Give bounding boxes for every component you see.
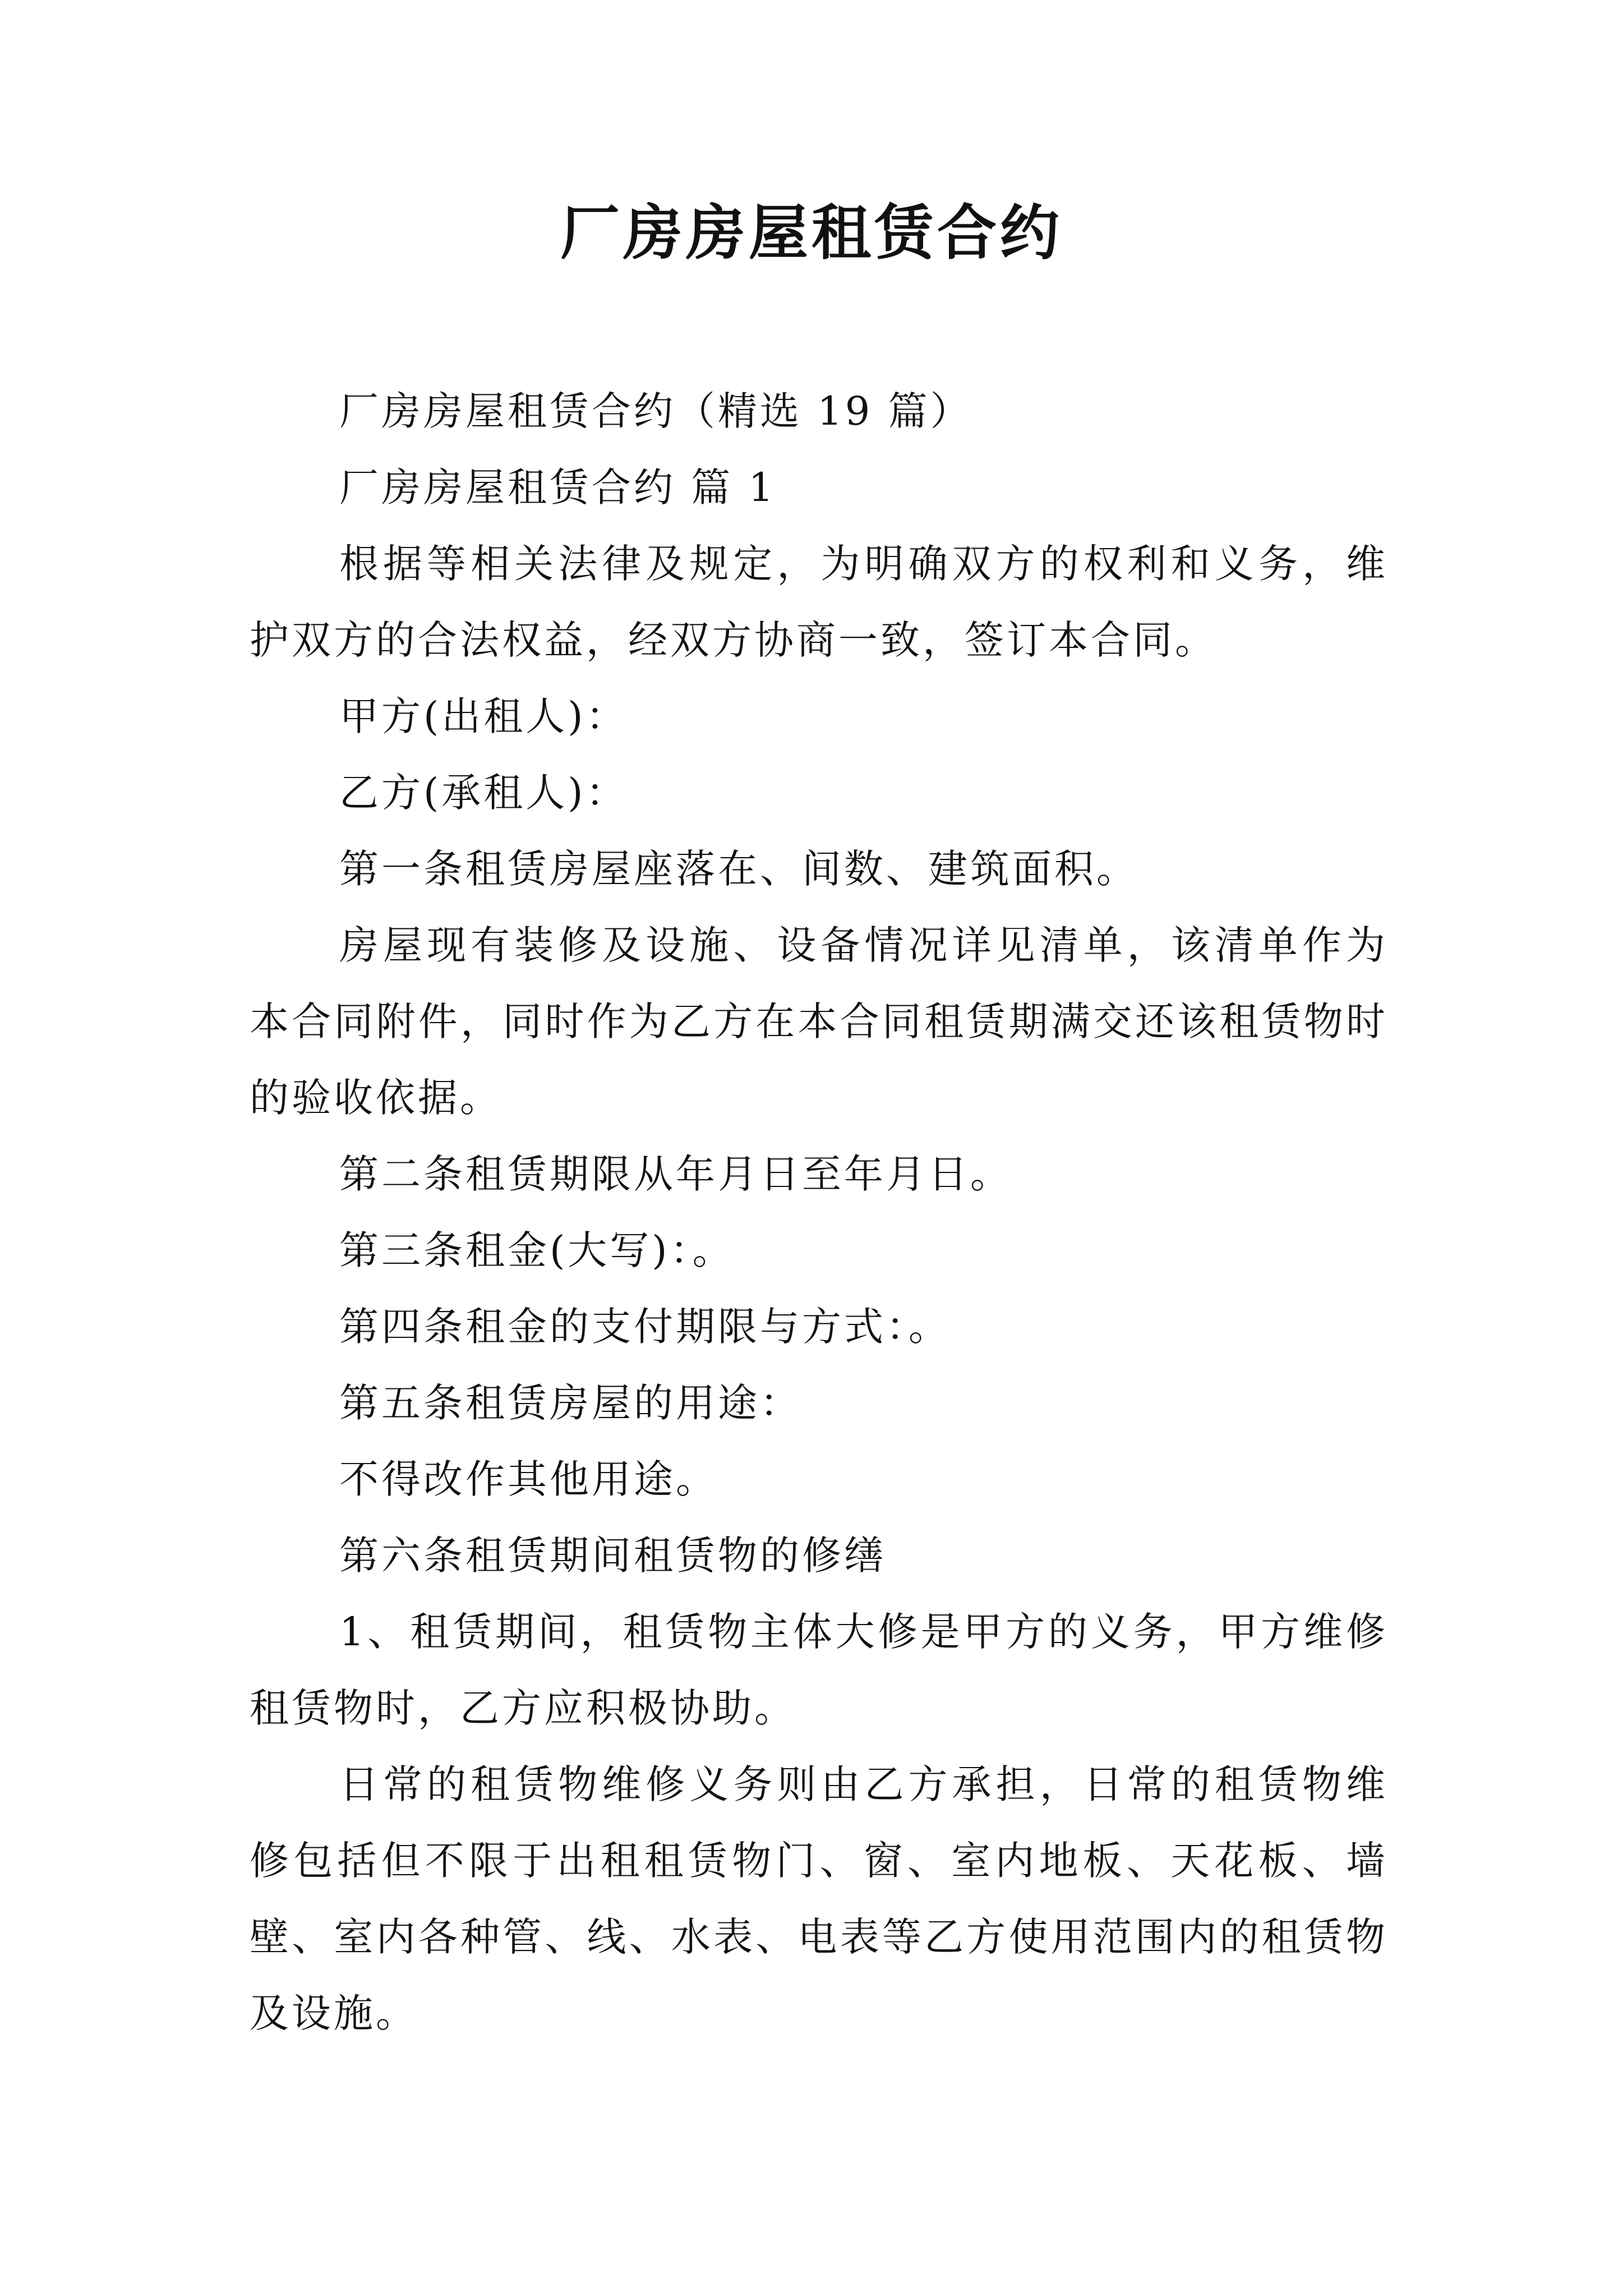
document-subtitle: 厂房房屋租赁合约（精选 19 篇） xyxy=(339,388,972,434)
clause-6: 第六条租赁期间租赁物的修缮 xyxy=(339,1533,886,1579)
clause-3: 第三条租金(大写)：。 xyxy=(339,1227,735,1273)
section-heading: 厂房房屋租赁合约 篇 1 xyxy=(339,464,777,510)
document-title: 厂房房屋租赁合约 xyxy=(560,197,1063,268)
party-a-line: 甲方(出租人)： xyxy=(339,693,628,739)
paragraph: 根据等相关法律及规定，为明确双方的权利和义务，维护双方的合法权益，经双方协商一致，签订本合同。 xyxy=(250,541,1388,663)
paragraph: 1、租赁期间，租赁物主体大修是甲方的义务，甲方维修租赁物时，乙方应积极协助。 xyxy=(250,1609,1388,1731)
document-body xyxy=(250,373,1388,2051)
paragraph: 不得改作其他用途。 xyxy=(339,1456,718,1502)
paragraph: 房屋现有装修及设施、设备情况详见清单，该清单作为本合同附件，同时作为乙方在本合同租赁期满交还该租赁物时的验收依据。 xyxy=(250,922,1388,1121)
clause-4: 第四条租金的支付期限与方式：。 xyxy=(339,1304,951,1350)
paragraph: 日常的租赁物维修义务则由乙方承担，日常的租赁物维修包括但不限于出租租赁物门、窗、室内地板、天花板、墙壁、室内各种管、线、水表、电表等乙方使用范围内的租赁物及设施。 xyxy=(250,1761,1388,2036)
clause-2: 第二条租赁期限从年月日至年月日。 xyxy=(339,1151,1012,1197)
clause-1: 第一条租赁房屋座落在、间数、建筑面积。 xyxy=(339,846,1138,892)
clause-5: 第五条租赁房屋的用途： xyxy=(339,1380,802,1426)
party-b-line: 乙方(承租人)： xyxy=(339,770,628,816)
